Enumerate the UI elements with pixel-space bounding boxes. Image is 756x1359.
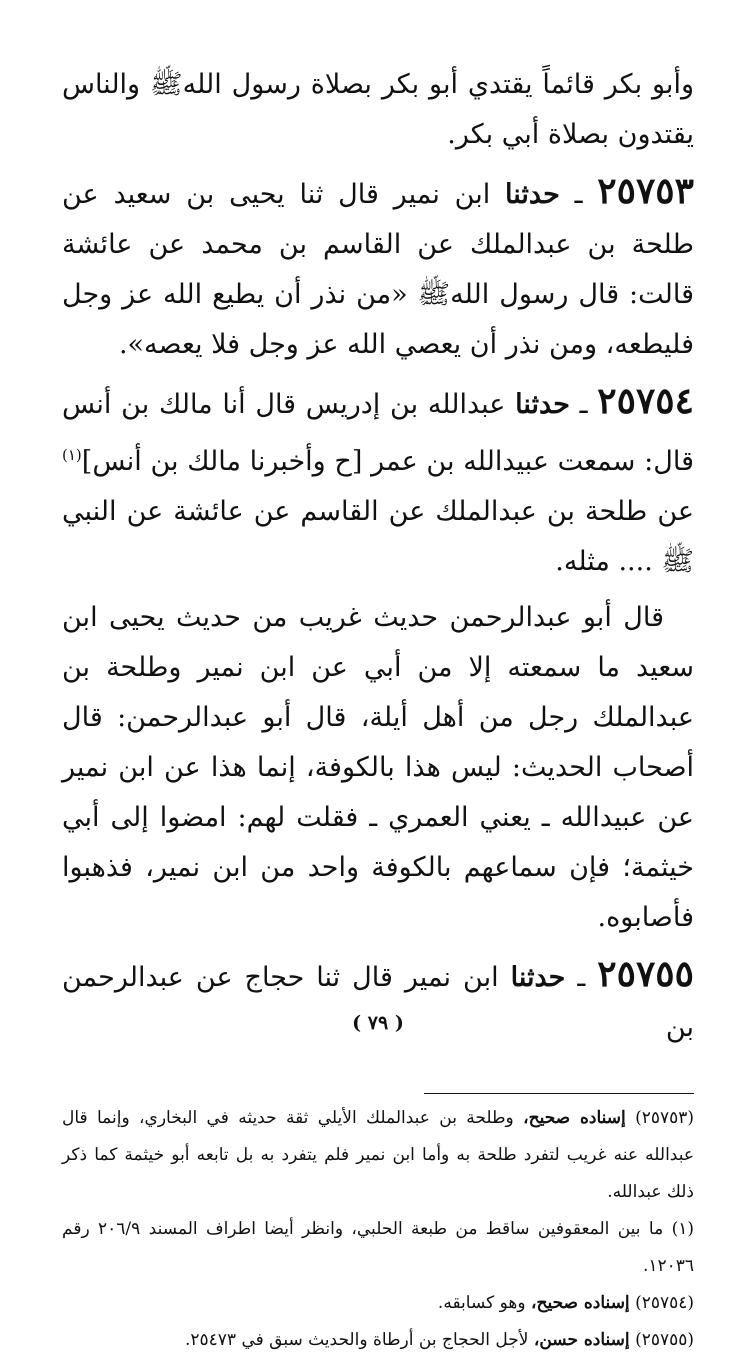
footnote-text: لأجل الحجاج بن أرطاة والحديث سبق في ٢٥٤٧٣. xyxy=(184,1330,529,1350)
footnotes xyxy=(62,1100,694,1359)
hadith-25755 xyxy=(62,949,694,1053)
hadith-keyword: حدثنا xyxy=(505,179,560,210)
hadith-number: ٢٥٧٥٤ xyxy=(597,380,694,422)
hadith-text: ابن نمير قال ثنا حجاج عن عبدالرحمن بن xyxy=(62,962,694,1043)
footnote-25754 xyxy=(62,1285,694,1322)
footnote-number: (١) xyxy=(671,1219,694,1239)
footnote-text: ما بين المعقوفين ساقط من طبعة الحلبي، وانظر أيضا اطراف المسند ٢٠٦/٩ رقم ١٢٠٣٦. xyxy=(62,1219,694,1276)
hadith-keyword: حدثنا xyxy=(510,962,566,993)
footnote-number: (٢٥٧٥٤) xyxy=(635,1293,694,1313)
footnote-text: وطلحة بن عبدالملك الأيلي ثقة حديثه في البخاري، وإنما قال عبدالله عنه غريب لتفرد طلحة به وأما ابن نمير فلم يتفرد به بل تابعه أبو خيثمة كما ذكر ذلك عبدالله. xyxy=(62,1108,694,1202)
hadith-25753 xyxy=(62,166,694,370)
footnote-25755 xyxy=(62,1322,694,1359)
footnote-number: (٢٥٧٥٣) xyxy=(635,1108,695,1128)
hadith-25754 xyxy=(62,376,694,587)
hadith-separator: ـ xyxy=(574,179,583,210)
hadith-number: ٢٥٧٥٥ xyxy=(597,953,694,995)
footnote-grading: إسناده صحيح، xyxy=(530,1293,630,1313)
footnote-number: (٢٥٧٥٥) xyxy=(635,1330,694,1350)
footnote-text: وهو كسابقه. xyxy=(437,1293,526,1313)
hadith-number: ٢٥٧٥٣ xyxy=(597,170,694,212)
footnote-1 xyxy=(62,1211,694,1285)
footnote-divider xyxy=(424,1093,694,1094)
footnote-25753 xyxy=(62,1100,694,1211)
hadith-separator: ـ xyxy=(577,962,586,993)
hadith-text: عبدالله بن إدريس قال أنا مالك بن أنس قال: سمعت عبيدالله بن عمر [ح وأخبرنا مالك بن أنس] xyxy=(62,389,694,477)
footnote-reference: (١) xyxy=(62,446,82,464)
hadith-keyword: حدثنا xyxy=(515,389,570,420)
paragraph-continuation: وأبو بكر قائماً يقتدي أبو بكر بصلاة رسول اللهﷺ والناس يقتدون بصلاة أبي بكر. xyxy=(62,69,694,150)
hadith-separator: ـ xyxy=(579,389,588,420)
hadith-text-continued: عن طلحة بن عبدالملك عن القاسم عن عائشة عن النبي ﷺ .... مثله. xyxy=(62,496,694,577)
footnote-grading: إسناده حسن، xyxy=(533,1330,630,1350)
main-text xyxy=(62,60,694,1053)
footnote-grading: إسناده صحيح، xyxy=(523,1108,626,1128)
hadith-text: ابن نمير قال ثنا يحيى بن سعيد عن طلحة بن عبدالملك عن القاسم بن محمد عن عائشة قالت: قال رسول اللهﷺ «من نذر أن يطيع الله عز وجل فليطعه، ومن نذر أن يعصي الله عز وجل فلا يعصه». xyxy=(62,179,694,360)
page-number: ( ٧٩ ) xyxy=(352,1012,404,1034)
commentary-paragraph: قال أبو عبدالرحمن حديث غريب من حديث يحيى ابن سعيد ما سمعته إلا من أبي عن ابن نمير وطلحة بن عبدالملك رجل من أهل أيلة، قال أبو عبدالرحمن: قال أصحاب الحديث: ليس هذا بالكوفة، إنما هذا عن ابن نمير عن عبيدالله ـ يعني العمري ـ فقلت لهم: امضوا إلى أبي خيثمة؛ فإن سماعهم بالكوفة واحد من ابن نمير، فذهبوا فأصابوه. xyxy=(62,602,694,933)
